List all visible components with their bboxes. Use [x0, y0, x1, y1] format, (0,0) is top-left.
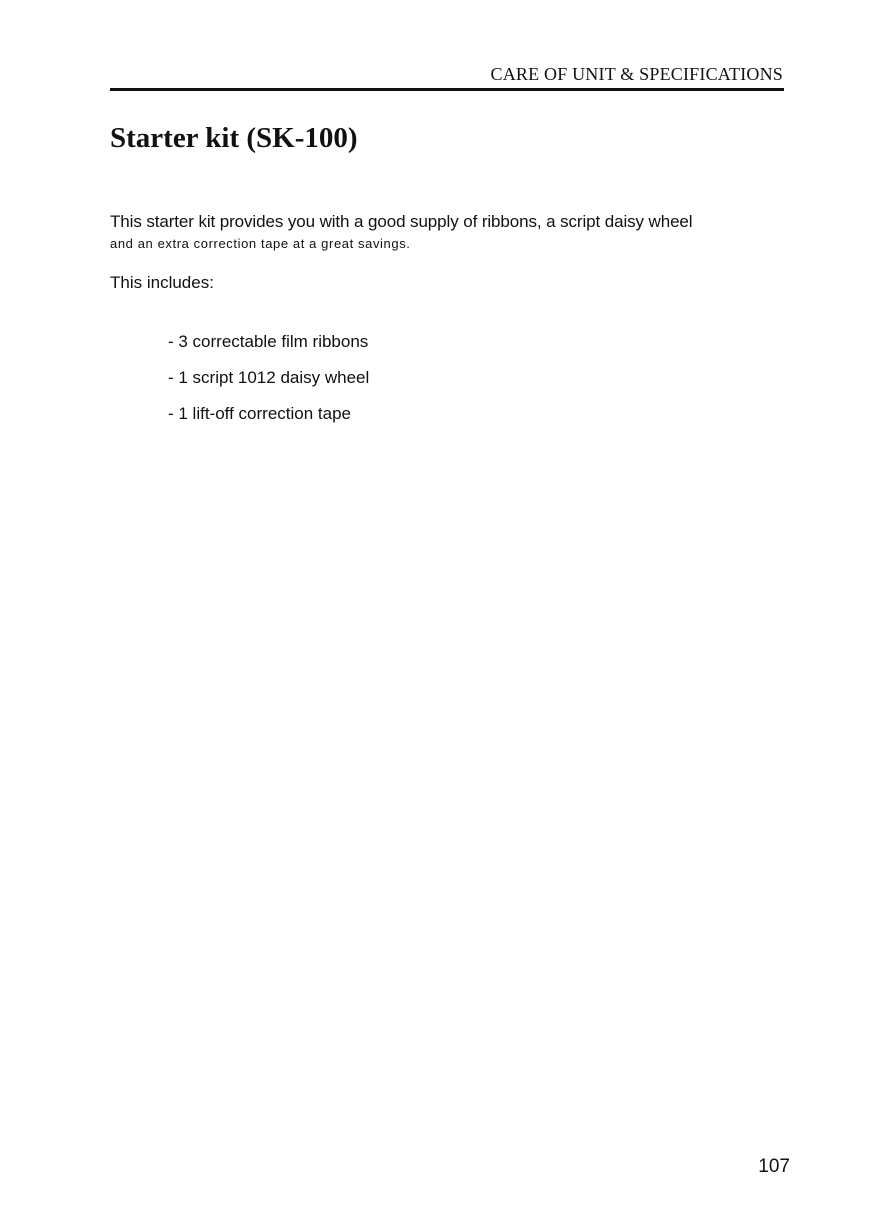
header-rule — [110, 88, 784, 91]
page-number: 107 — [758, 1156, 790, 1177]
list-item: - 1 script 1012 daisy wheel — [168, 368, 370, 387]
list-item: - 3 correctable film ribbons — [168, 332, 369, 351]
running-header: CARE OF UNIT & SPECIFICATIONS — [490, 64, 783, 84]
page-title: Starter kit (SK-100) — [110, 122, 358, 154]
includes-label: This includes: — [110, 273, 214, 292]
intro-line-1: This starter kit provides you with a good supply of ribbons, a script daisy wheel — [110, 212, 693, 231]
intro-paragraph — [110, 210, 800, 254]
list-item: - 1 lift-off correction tape — [168, 404, 351, 423]
intro-line-2: and an extra correction tape at a great savings. — [110, 236, 411, 251]
kit-contents-list — [168, 330, 369, 438]
